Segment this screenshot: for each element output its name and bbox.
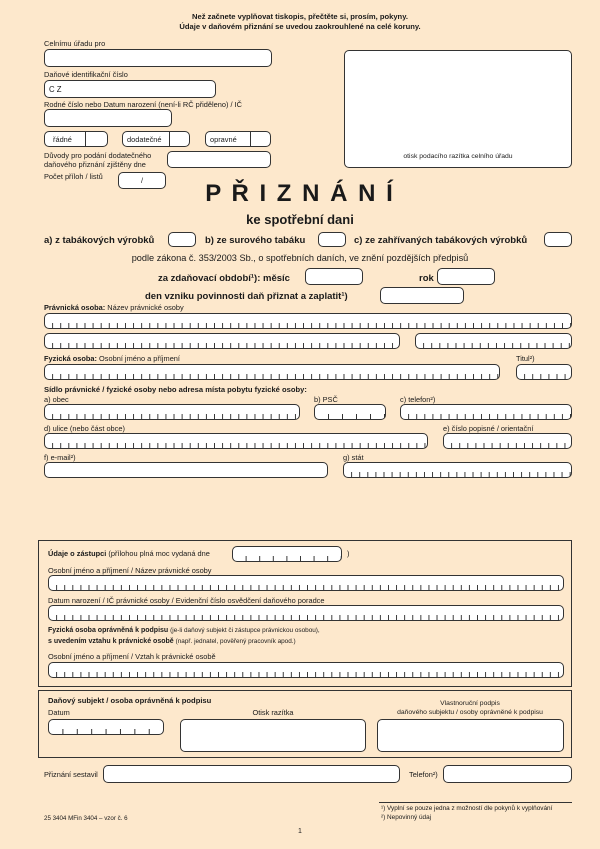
footnote-divider — [379, 802, 572, 803]
duty-day-label: den vzniku povinnosti daň přiznat a zaplatit¹) — [145, 291, 348, 302]
attachments-sep: / — [141, 176, 144, 185]
rep-birth-field[interactable] — [48, 605, 564, 621]
rep-birth-label: Datum narození / IČ právnické osoby / Evidenční číslo osvědčení daňového poradce — [48, 596, 325, 605]
title-label: Titul²) — [516, 354, 535, 363]
instructions-line1: Než začnete vyplňovat tiskopis, přečtěte si, prosím, pokyny. — [192, 12, 408, 21]
compiled-phone-label: Telefon²) — [409, 770, 438, 779]
form-subtitle: ke spotřební dani — [246, 212, 354, 227]
city-label: a) obec — [44, 395, 69, 404]
period-month-field[interactable] — [305, 268, 363, 285]
form-code: 25 3404 MFin 3404 – vzor č. 6 — [44, 815, 128, 822]
type-corrective-label: opravné — [210, 135, 237, 144]
seat-label: Sídlo právnické / fyzické osoby nebo adresa místa pobytu fyzické osoby: — [44, 385, 307, 394]
compiled-phone-field[interactable] — [443, 765, 572, 783]
type-regular-label: řádné — [53, 135, 72, 144]
reasons-label-2: daňového přiznání zjištěny dne — [44, 160, 146, 169]
zip-label: b) PSČ — [314, 395, 338, 404]
company-stamp-label: Otisk razítka — [252, 708, 294, 717]
email-label: f) e-mail²) — [44, 453, 76, 462]
representative-label: Údaje o zástupci (přílohou plná moc vydaná dne — [48, 549, 210, 558]
phone-field[interactable] — [400, 404, 572, 420]
dic-field[interactable] — [44, 80, 216, 98]
email-field[interactable] — [44, 462, 328, 478]
signature-date-field[interactable] — [48, 719, 164, 735]
period-label: za zdaňovací období¹): měsíc — [158, 273, 290, 284]
relation-label: s uvedením vztahu k právnické osobě (např. jednatel, pověřený pracovník apod.) — [48, 638, 296, 645]
state-field[interactable] — [343, 462, 572, 478]
rc-field[interactable] — [44, 109, 172, 127]
title-field[interactable] — [516, 364, 572, 380]
dic-label: Daňové identifikační číslo — [44, 70, 128, 79]
phone-label: c) telefon²) — [400, 395, 436, 404]
option-a-checkbox[interactable] — [168, 232, 196, 247]
option-c-checkbox[interactable] — [544, 232, 572, 247]
type-additional-label: dodatečné — [127, 135, 162, 144]
office-stamp-box — [344, 50, 572, 168]
power-of-attorney-date-field[interactable] — [232, 546, 342, 562]
option-b-label: b) ze surového tabáku — [205, 235, 306, 246]
legal-name-field-2[interactable] — [44, 333, 400, 349]
type-corrective-box[interactable] — [205, 131, 271, 147]
street-field[interactable] — [44, 433, 428, 449]
office-label: Celnímu úřadu pro — [44, 39, 106, 48]
representative-close-paren: ) — [347, 549, 350, 558]
option-c-label: c) ze zahřívaných tabákových výrobků — [354, 235, 528, 246]
handwritten-signature-label-2: daňového subjektu / osoby oprávněné k podpisu — [397, 709, 543, 716]
law-text: podle zákona č. 353/2003 Sb., o spotřebních daních, ve znění pozdějších předpisů — [131, 253, 469, 263]
form-title: P Ř I Z N Á N Í — [205, 180, 395, 207]
instructions-line2: Údaje v daňovém přiznání se uvedou zaokrouhlené na celé koruny. — [179, 22, 421, 31]
legal-person-label: Právnická osoba: Název právnické osoby — [44, 303, 184, 312]
handwritten-signature-field[interactable] — [377, 719, 564, 752]
reasons-date-field[interactable] — [167, 151, 271, 168]
auth-name-field[interactable] — [48, 662, 564, 678]
legal-name-field-1[interactable] — [44, 313, 572, 329]
footnote-2: ²) Nepovinný údaj — [381, 814, 432, 821]
house-number-field[interactable] — [443, 433, 572, 449]
office-field[interactable] — [44, 49, 272, 67]
rep-name-field[interactable] — [48, 575, 564, 591]
reasons-label-1: Důvody pro podání dodatečného — [44, 151, 152, 160]
compiled-by-label: Přiznání sestavil — [44, 770, 98, 779]
duty-day-field[interactable] — [380, 287, 464, 304]
handwritten-signature-label-1: Vlastnoruční podpis — [440, 700, 500, 707]
compiled-by-field[interactable] — [103, 765, 400, 783]
page-number: 1 — [298, 828, 302, 835]
natural-name-field[interactable] — [44, 364, 500, 380]
city-field[interactable] — [44, 404, 300, 420]
dic-prefix: C Z — [49, 85, 62, 94]
year-label: rok — [419, 273, 434, 284]
attachments-label: Počet příloh / listů — [44, 172, 103, 181]
legal-name-field-3[interactable] — [415, 333, 572, 349]
rep-name-label: Osobní jméno a příjmení / Název právnické osoby — [48, 566, 212, 575]
street-label: d) ulice (nebo část obce) — [44, 424, 125, 433]
company-stamp-field[interactable] — [180, 719, 366, 752]
type-additional-box[interactable] — [122, 131, 190, 147]
zip-field[interactable] — [314, 404, 386, 420]
signature-date-label: Datum — [48, 708, 70, 717]
option-b-checkbox[interactable] — [318, 232, 346, 247]
rc-label: Rodné číslo nebo Datum narození (není-li RČ přiděleno) / IČ — [44, 100, 243, 109]
house-number-label: e) číslo popisné / orientační — [443, 424, 534, 433]
state-label: g) stát — [343, 453, 364, 462]
type-regular-box[interactable] — [44, 131, 108, 147]
footnote-1: ¹) Vyplní se pouze jedna z možností dle pokynů k vyplňování — [381, 805, 553, 812]
option-a-label: a) z tabákových výrobků — [44, 235, 155, 246]
auth-person-label: Fyzická osoba oprávněná k podpisu (je-li daňový subjekt či zástupce právnickou osobou), — [48, 627, 320, 634]
natural-person-label: Fyzická osoba: Osobní jméno a příjmení — [44, 354, 180, 363]
signature-section-title: Daňový subjekt / osoba oprávněná k podpisu — [48, 696, 212, 705]
auth-name-label: Osobní jméno a příjmení / Vztah k právnické osobě — [48, 652, 216, 661]
period-year-field[interactable] — [437, 268, 495, 285]
office-stamp-label: otisk podacího razítka celního úřadu — [403, 153, 513, 160]
